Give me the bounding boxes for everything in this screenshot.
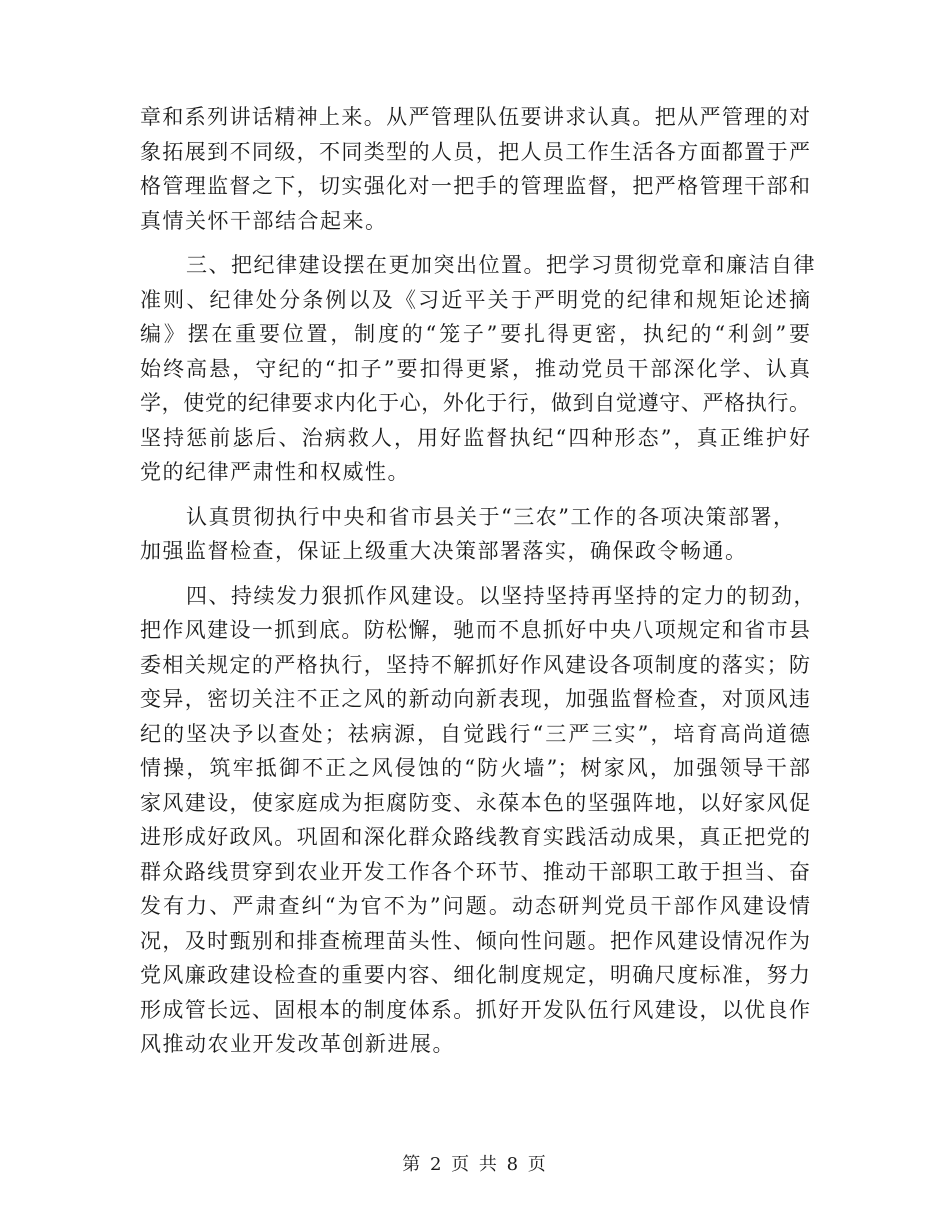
paragraph-4-line-11: 况，及时甄别和排查梳理苗头性、倾向性问题。把作风建设情况作为 [140, 928, 810, 953]
paragraph-4-line-8: 进形成好政风。巩固和深化群众路线教育实践活动成果，真正把党的 [140, 825, 810, 849]
paragraph-4-line-6: 情操，筑牢抵御不正之风侵蚀的“防火墙”；树家风，加强领导干部 [140, 756, 810, 780]
paragraph-4-line-10: 发有力、严肃查纠“为官不为”问题。动态研判党员干部作风建设情 [140, 894, 810, 918]
paragraph-4-line-5: 纪的坚决予以查处；祛病源，自觉践行“三严三实”，培育高尚道德 [140, 721, 810, 746]
paragraph-4-line-7: 家风建设，使家庭成为拒腐防变、永葆本色的坚强阵地，以好家风促 [140, 790, 810, 815]
paragraph-4-line-2: 把作风建设一抓到底。防松懈，驰而不息抓好中央八项规定和省市县 [140, 618, 810, 642]
paragraph-4-line-9: 群众路线贯穿到农业开发工作各个环节、推动干部职工敢于担当、奋 [140, 859, 810, 884]
paragraph-2-line-2: 准则、纪律处分条例以及《习近平关于严明党的纪律和规矩论述摘 [140, 287, 810, 312]
paragraph-4-line-1: 四、持续发力狠抓作风建设。以坚持坚持再坚持的定力的韧劲， [186, 583, 816, 608]
paragraph-1-line-3: 格管理监督之下，切实强化对一把手的管理监督，把严格管理干部和 [140, 174, 810, 198]
paragraph-4-line-13: 形成管长远、固根本的制度体系。抓好开发队伍行风建设，以优良作 [140, 997, 810, 1022]
paragraph-3-line-2: 加强监督检查，保证上级重大决策部署落实，确保政令畅通。 [140, 539, 748, 563]
paragraph-2-line-5: 学，使党的纪律要求内化于心，外化于行，做到自觉遵守、严格执行。 [140, 391, 810, 415]
paragraph-1-line-2: 象拓展到不同级，不同类型的人员，把人员工作生活各方面都置于严 [140, 139, 810, 164]
paragraph-3-line-1: 认真贯彻执行中央和省市县关于“三农”工作的各项决策部署， [186, 504, 796, 529]
paragraph-1-line-1: 章和系列讲话精神上来。从严管理队伍要讲求认真。把从严管理的对 [140, 105, 810, 129]
paragraph-1-line-4: 真情关怀干部结合起来。 [140, 208, 388, 233]
paragraph-2-line-3: 编》摆在重要位置，制度的“笼子”要扎得更密，执纪的“利剑”要 [140, 322, 810, 346]
paragraph-4-line-14: 风推动农业开发改革创新进展。 [140, 1032, 455, 1056]
paragraph-4-line-12: 党风廉政建设检查的重要内容、细化制度规定，明确尺度标准，努力 [140, 963, 810, 987]
paragraph-4-line-3: 委相关规定的严格执行，坚持不解抓好作风建设各项制度的落实；防 [140, 652, 810, 677]
paragraph-2-line-6: 坚持惩前毖后、治病救人，用好监督执纪“四种形态”，真正维护好 [140, 425, 810, 450]
page-number-footer: 第 2 页 共 8 页 [402, 1154, 548, 1175]
document-body [140, 100, 816, 1062]
paragraph-4-line-4: 变异，密切关注不正之风的新动向新表现，加强监督检查，对顶风违 [140, 687, 810, 711]
paragraph-2-line-4: 始终高悬，守纪的“扣子”要扣得更紧，推动党员干部深化学、认真 [140, 356, 810, 381]
paragraph-2-line-1: 三、把纪律建设摆在更加突出位置。把学习贯彻党章和廉洁自律 [186, 253, 816, 277]
paragraph-2-line-7: 党的纪律严肃性和权威性。 [140, 460, 410, 484]
